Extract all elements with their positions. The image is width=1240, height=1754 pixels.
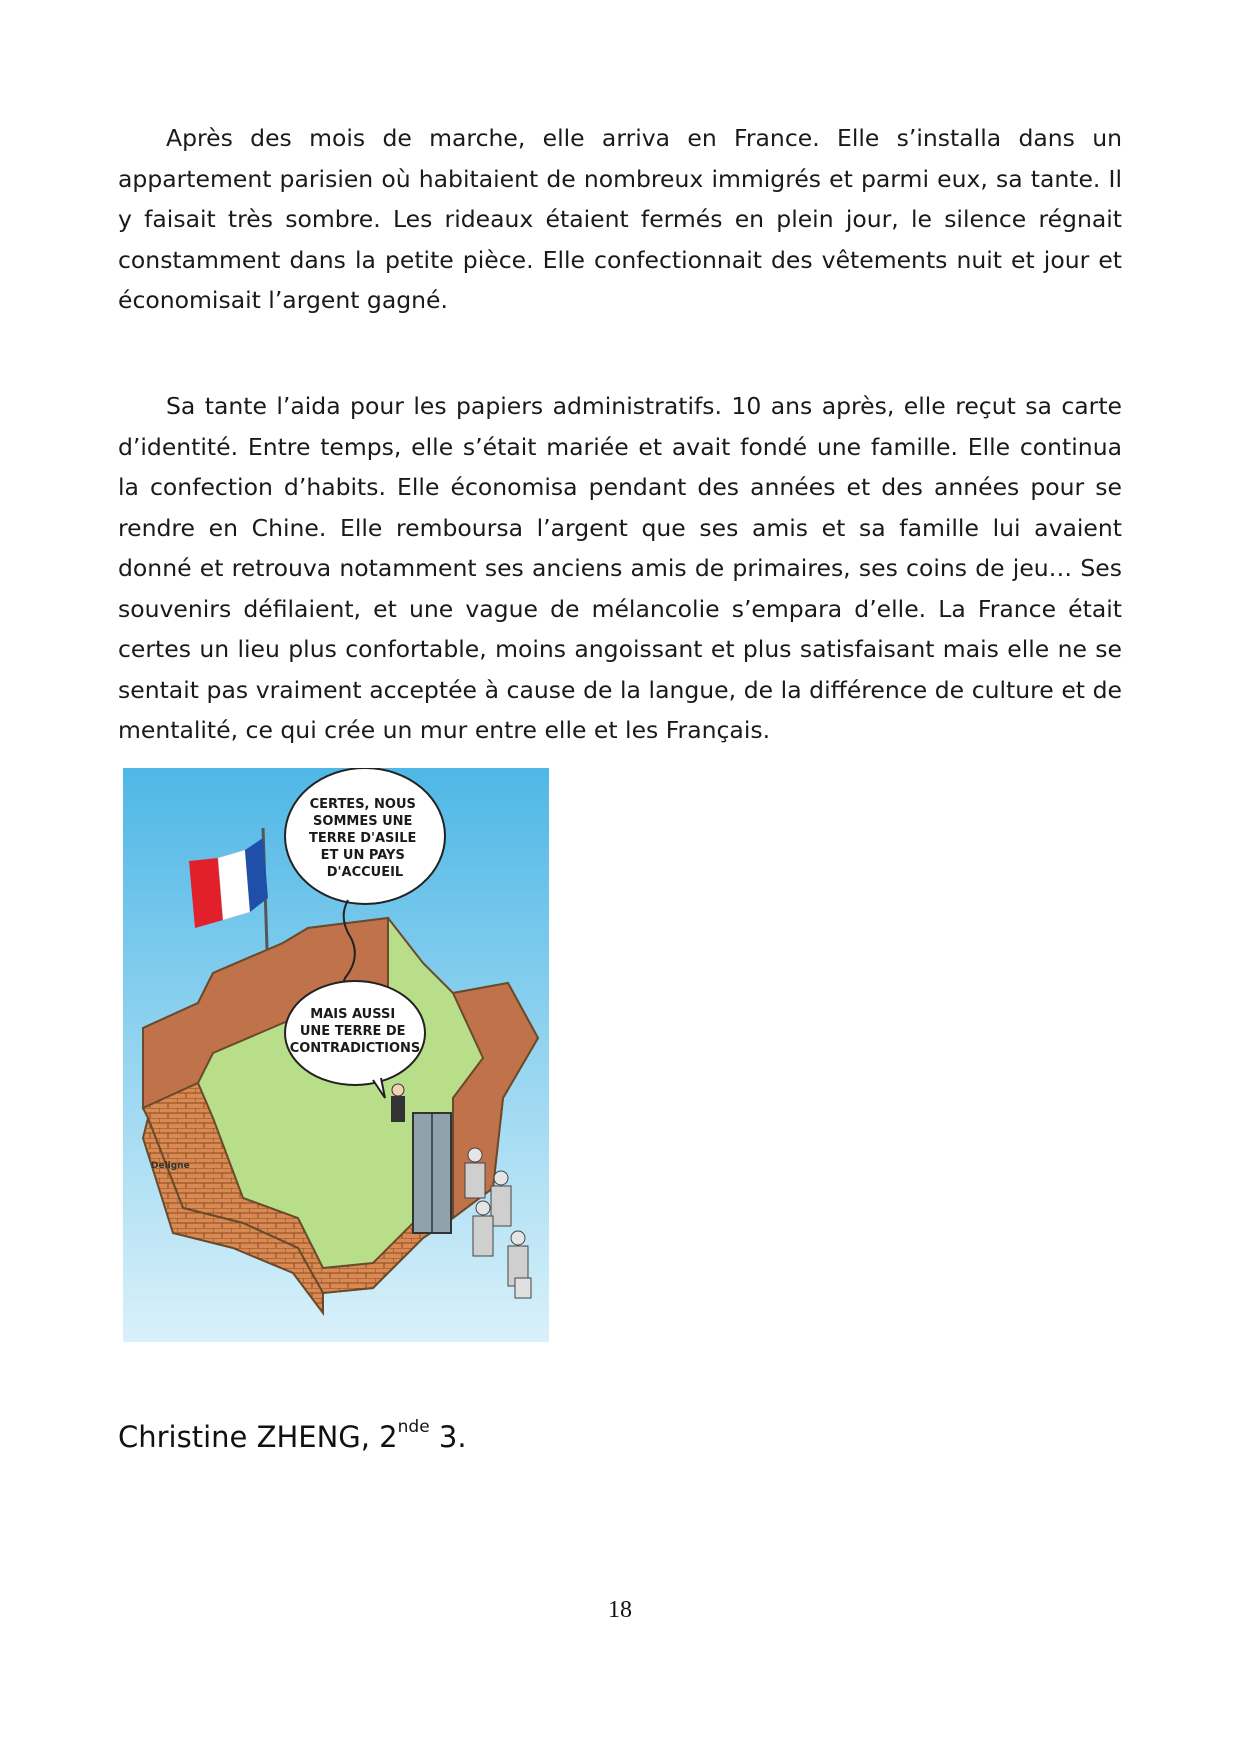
author-grade-superscript: nde xyxy=(397,1417,430,1438)
bubble-bottom-line-1: MAIS AUSSI xyxy=(310,1007,396,1022)
official-figure xyxy=(391,1084,405,1122)
bubble-top-line-4: ET UN PAYS xyxy=(320,848,405,863)
bubble-top-line-3: TERRE D'ASILE xyxy=(309,831,417,846)
bubble-bottom-line-2: UNE TERRE DE xyxy=(299,1024,406,1039)
cartoonist-signature: Deligne xyxy=(151,1161,190,1171)
page-number: 18 xyxy=(608,1597,632,1623)
cartoon-illustration xyxy=(123,768,549,1342)
bubble-top-line-2: SOMMES UNE xyxy=(313,814,413,829)
paragraph-arrival: Après des mois de marche, elle arriva en France. Elle s’installa dans un appartement parisien où habitaient de nombreux immigrés et parmi eux, sa tante. Il y faisait très sombre. Les rideaux étaient fermés en plein jour, le silence régnait constamment dans la petite pièce. Elle confectionnait des vêtements nuit et jour et économisait l’argent gagné. xyxy=(118,124,1122,314)
author-credit xyxy=(118,1417,467,1454)
bubble-bottom-line-3: CONTRADICTIONS xyxy=(289,1041,421,1056)
author-class-suffix: 3. xyxy=(429,1420,467,1454)
bubble-top-line-5: D'ACCUEIL xyxy=(326,865,404,880)
gate xyxy=(413,1113,451,1233)
paragraph-aunt: Sa tante l’aida pour les papiers administratifs. 10 ans après, elle reçut sa carte d’identité. Entre temps, elle s’était mariée et avait fondé une famille. Elle continua la confection d’habits. Elle économisa pendant des années et des années pour se rendre en Chine. Elle remboursa l’argent que ses amis et sa famille lui avaient donné et retrouva notamment ses anciens amis de primaires, ses coins de jeu… Ses souvenirs défilaient, et une vague de mélancolie s’empara d’elle. La France était certes un lieu plus confortable, moins angoissant et plus satisfaisant mais elle ne se sentait pas vraiment acceptée à cause de la langue, de la différence de culture et de mentalité, ce qui crée un mur entre elle et les Français. xyxy=(118,392,1122,744)
author-name: Christine ZHENG, 2 xyxy=(118,1420,398,1454)
bubble-top-line-1: CERTES, NOUS xyxy=(309,797,416,812)
